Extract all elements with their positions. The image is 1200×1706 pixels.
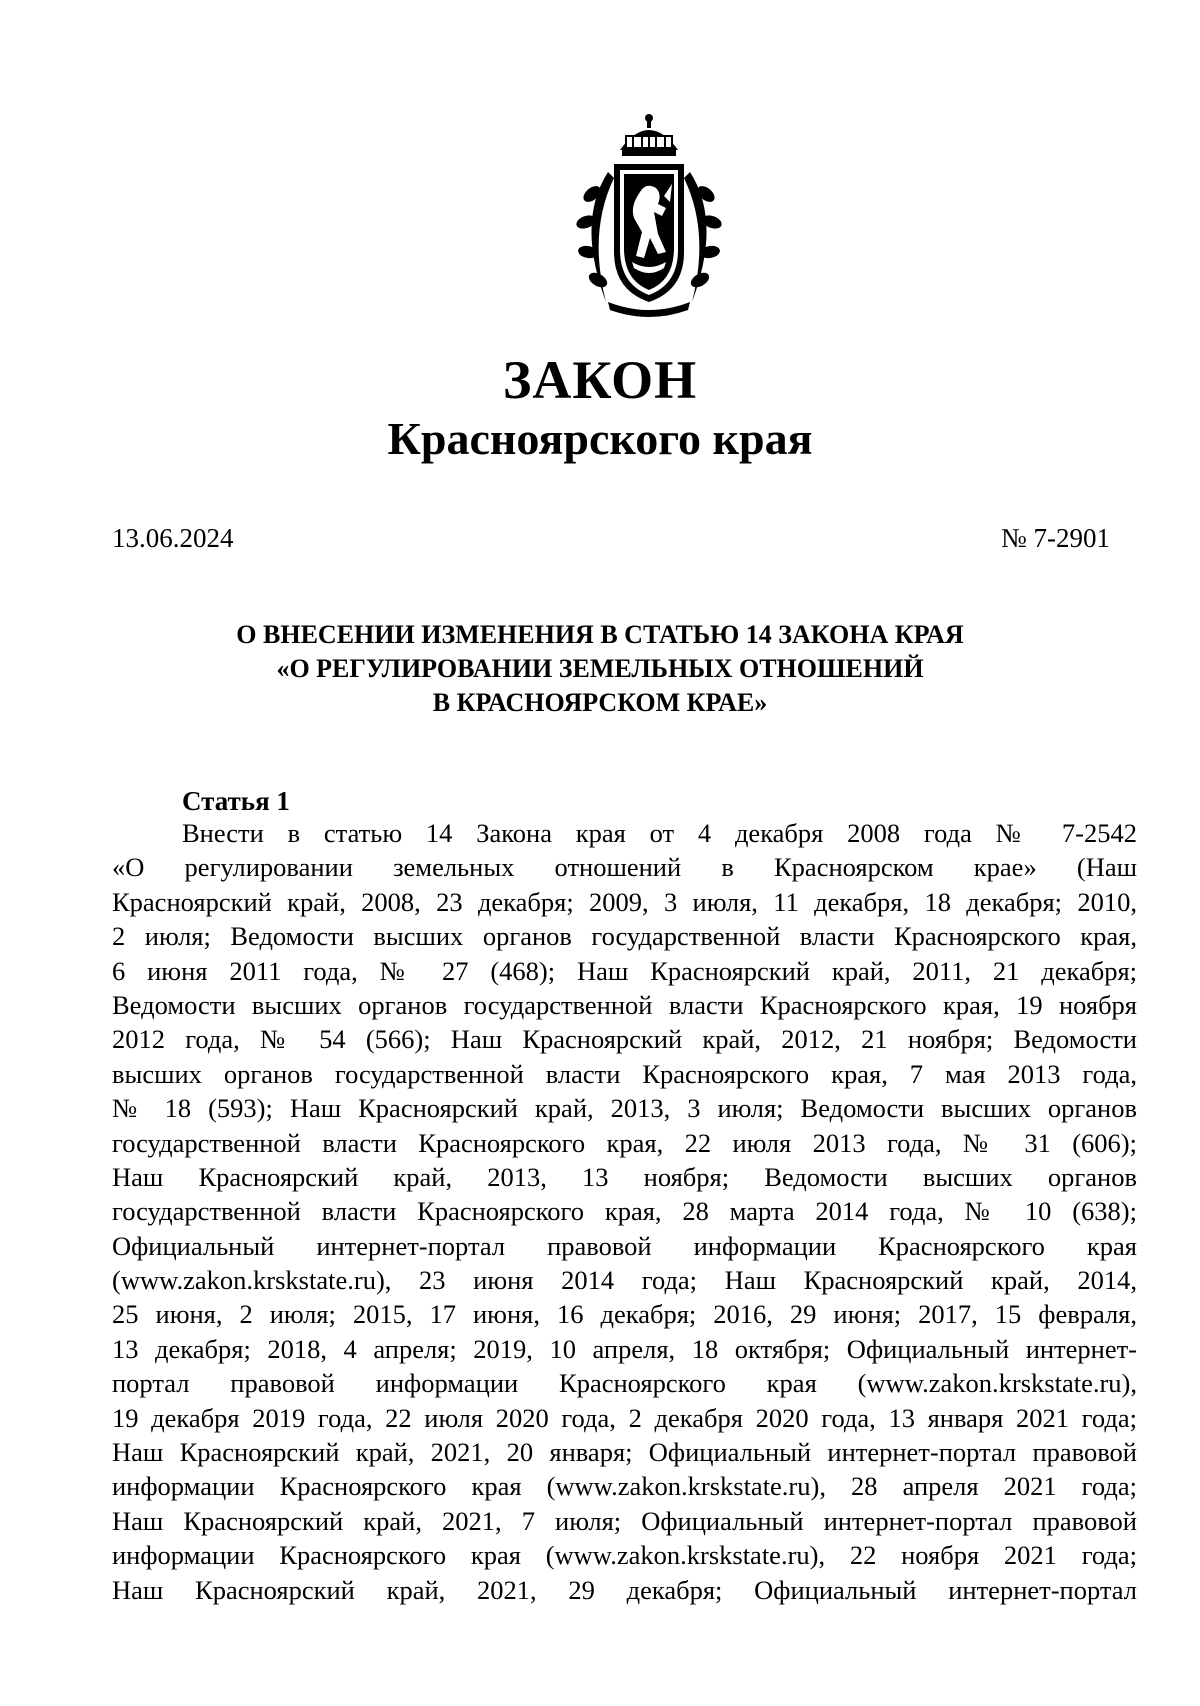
body-line: № 18 (593); Наш Красноярский край, 2013, 3 июля; Ведомости высших органов — [112, 1093, 1137, 1124]
body-line: Наш Красноярский край, 2021, 7 июля; Официальный интернет-портал правовой — [112, 1505, 1137, 1536]
body-line: Наш Красноярский край, 2013, 13 ноября; Ведомости высших органов — [112, 1161, 1137, 1192]
body-line: 19 декабря 2019 года, 22 июля 2020 года, 2 декабря 2020 года, 13 января 2021 года; — [112, 1402, 1137, 1433]
heading-line: В КРАСНОЯРСКОМ КРАЕ» — [432, 688, 768, 717]
body-line: Внести в статью 14 Закона края от 4 декабря 2008 года № 7-2542 — [182, 818, 1137, 848]
body-line: высших органов государственной власти Красноярского края, 7 мая 2013 года, — [112, 1058, 1137, 1089]
article-body — [112, 816, 1137, 1607]
body-line: 2 июля; Ведомости высших органов государственной власти Красноярского края, — [112, 921, 1137, 952]
document-subtitle: Красноярского края — [387, 413, 813, 464]
article-title: Статья 1 — [182, 786, 290, 816]
body-line: портал правовой информации Красноярского края (www.zakon.krskstate.ru), — [112, 1368, 1137, 1399]
body-line: Наш Красноярский край, 2021, 29 декабря; Официальный интернет-портал — [112, 1574, 1137, 1605]
body-line: 2012 года, № 54 (566); Наш Красноярский край, 2012, 21 ноября; Ведомости — [112, 1024, 1137, 1055]
body-line: государственной власти Красноярского края, 28 марта 2014 года, № 10 (638); — [112, 1196, 1137, 1227]
crown-icon — [620, 114, 678, 156]
body-line: информации Красноярского края (www.zakon.krskstate.ru), 22 ноября 2021 года; — [112, 1540, 1137, 1571]
body-line: «О регулировании земельных отношений в Красноярском крае» (Наш — [112, 852, 1137, 883]
body-line: Наш Красноярский край, 2021, 20 января; Официальный интернет-портал правовой — [112, 1437, 1137, 1468]
shield-icon — [614, 164, 684, 302]
document-date: 13.06.2024 — [112, 523, 234, 553]
document-number: № 7-2901 — [1000, 523, 1110, 553]
body-line: 25 июня, 2 июля; 2015, 17 июня, 16 декабря; 2016, 29 июня; 2017, 15 февраля, — [112, 1299, 1137, 1330]
body-line: Официальный интернет-портал правовой информации Красноярского края — [112, 1230, 1137, 1261]
document-title: ЗАКОН — [502, 350, 698, 410]
body-line: 6 июня 2011 года, № 27 (468); Наш Красноярский край, 2011, 21 декабря; — [112, 955, 1137, 986]
body-line: (www.zakon.krskstate.ru), 23 июня 2014 года; Наш Красноярский край, 2014, — [112, 1265, 1137, 1296]
body-line: информации Красноярского края (www.zakon.krskstate.ru), 28 апреля 2021 года; — [112, 1471, 1137, 1502]
law-heading — [120, 618, 1080, 720]
heading-line: «О РЕГУЛИРОВАНИИ ЗЕМЕЛЬНЫХ ОТНОШЕНИЙ — [276, 654, 924, 683]
heading-line: О ВНЕСЕНИИ ИЗМЕНЕНИЯ В СТАТЬЮ 14 ЗАКОНА КРАЯ — [236, 620, 964, 649]
body-line: государственной власти Красноярского края, 22 июля 2013 года, № 31 (606); — [112, 1127, 1137, 1158]
coat-of-arms-emblem — [568, 112, 730, 322]
body-line: 13 декабря; 2018, 4 апреля; 2019, 10 апреля, 18 октября; Официальный интернет- — [112, 1333, 1137, 1364]
body-line: Красноярский край, 2008, 23 декабря; 2009, 3 июля, 11 декабря, 18 декабря; 2010, — [112, 886, 1137, 917]
body-line: Ведомости высших органов государственной власти Красноярского края, 19 ноября — [112, 989, 1137, 1020]
